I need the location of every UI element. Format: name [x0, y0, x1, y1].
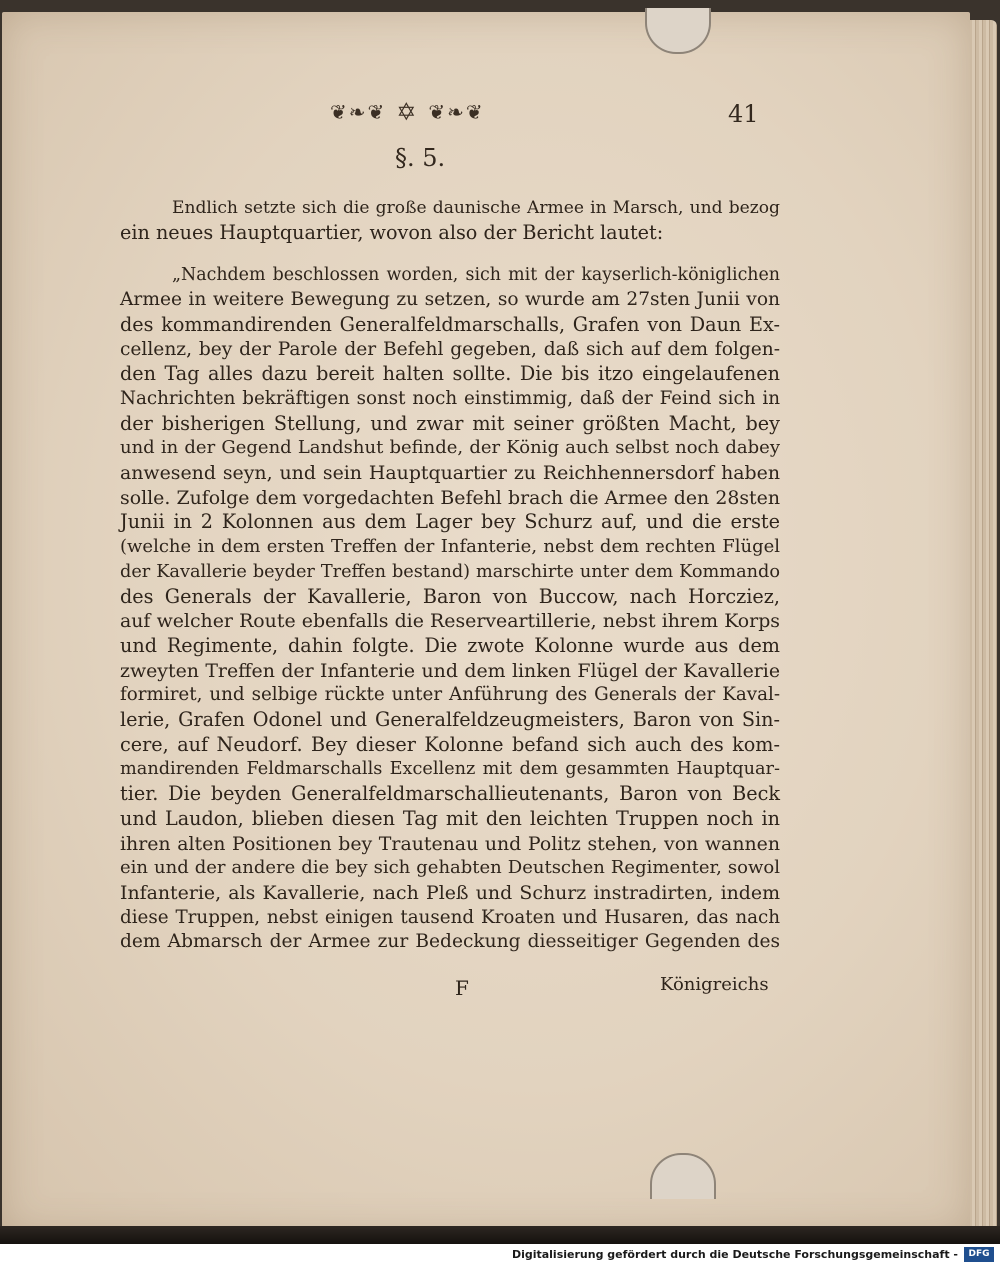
section-heading: §. 5. [395, 144, 446, 172]
report-line: ein und der andere die bey sich gehabten Deutschen Regimenter, sowol [120, 857, 780, 879]
footer-bar [0, 1244, 1000, 1266]
report-line: und Regimente, dahin folgte. Die zwote Kolonne wurde aus dem [120, 633, 780, 657]
report-line: (welche in dem ersten Treffen der Infanterie, nebst dem rechten Flügel [120, 536, 780, 558]
intro-line: ein neues Hauptquartier, wovon also der Bericht lautet: [120, 220, 664, 244]
report-line: Junii in 2 Kolonnen aus dem Lager bey Schurz auf, und die erste [120, 510, 780, 534]
dfg-logo-icon: DFG [964, 1247, 994, 1262]
ornament-left: ❦❧❦ [330, 100, 387, 124]
header-ornament [330, 98, 530, 126]
page-number: 41 [728, 100, 759, 128]
footer-credit: Digitalisierung gefördert durch die Deutsche Forschungsgemeinschaft - [511, 1248, 958, 1261]
report-line: der Kavallerie beyder Treffen bestand) marschirte unter dem Kommando [120, 561, 780, 582]
report-line: dem Abmarsch der Armee zur Bedeckung diesseitiger Gegenden des [120, 931, 780, 953]
report-line: des kommandirenden Generalfeldmarschalls, Grafen von Daun Ex- [120, 312, 780, 336]
report-line: tier. Die beyden Generalfeldmarschallieutenants, Baron von Beck [120, 782, 780, 806]
catchword: Königreichs [660, 974, 769, 995]
report-line: cellenz, bey der Parole der Befehl gegeben, daß sich auf dem folgen- [120, 338, 780, 360]
report-line: lerie, Grafen Odonel und Generalfeldzeugmeisters, Baron von Sin- [120, 708, 780, 732]
report-line: Nachrichten bekräftigen sonst noch einstimmig, daß der Feind sich in [120, 387, 780, 409]
report-line: mandirenden Feldmarschalls Excellenz mit dem gesammten Hauptquar- [120, 759, 780, 780]
report-line: cere, auf Neudorf. Bey dieser Kolonne befand sich auch des kom- [120, 732, 780, 756]
report-line: des Generals der Kavallerie, Baron von Buccow, nach Horcziez, [120, 584, 780, 608]
report-line: Armee in weitere Bewegung zu setzen, so wurde am 27sten Junii von [120, 289, 780, 311]
report-line: solle. Zufolge dem vorgedachten Befehl brach die Armee den 28sten [120, 486, 780, 509]
report-line: anwesend seyn, und sein Hauptquartier zu Reichhennersdorf haben [120, 462, 780, 485]
report-line: und in der Gegend Landshut befinde, der König auch selbst noch dabey [120, 437, 780, 459]
report-line: den Tag alles dazu bereit halten sollte. Die bis itzo eingelaufenen [120, 362, 780, 386]
intro-line: Endlich setzte sich die große daunische Armee in Marsch, und bezog [172, 198, 780, 218]
report-line: der bisherigen Stellung, und zwar mit seiner größten Macht, bey [120, 411, 780, 435]
report-line: auf welcher Route ebenfalls die Reserveartillerie, nebst ihrem Korps [120, 610, 780, 633]
ornament-right: ❦❧❦ [428, 100, 485, 124]
ornament-star-icon: ✡ [396, 98, 419, 126]
report-line: „Nachdem beschlossen worden, sich mit der kayserlich-königlichen [172, 265, 780, 286]
report-line: formiret, und selbige rückte unter Anführung des Generals der Kaval- [120, 684, 780, 706]
report-line: Infanterie, als Kavallerie, nach Pleß und Schurz instradirten, indem [120, 881, 780, 904]
body-text [120, 196, 780, 955]
report-line: zweyten Treffen der Infanterie und dem linken Flügel der Kavallerie [120, 659, 780, 682]
report-line: ihren alten Positionen bey Trautenau und Politz stehen, von wannen [120, 832, 780, 855]
signature-mark: F [455, 976, 469, 1000]
report-line: und Laudon, blieben diesen Tag mit den leichten Truppen noch in [120, 806, 780, 830]
bottom-shadow [0, 1226, 1000, 1244]
report-line: diese Truppen, nebst einigen tausend Kroaten und Husaren, das nach [120, 906, 780, 928]
